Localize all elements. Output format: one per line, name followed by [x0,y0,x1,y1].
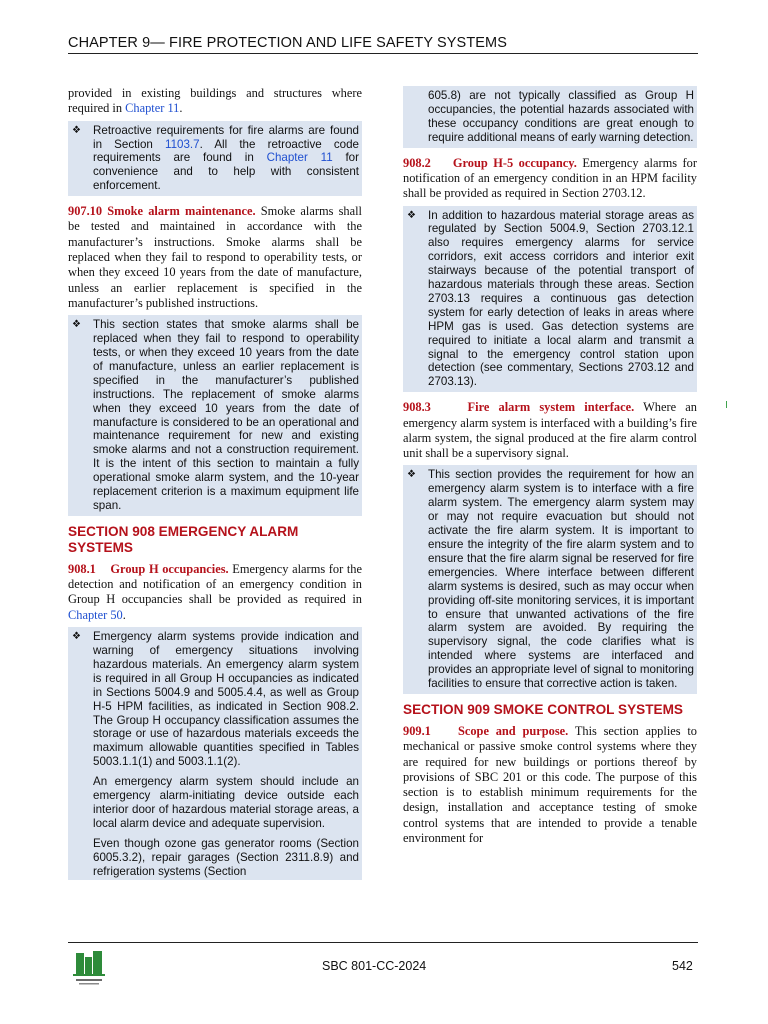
commentary-text: An emergency alarm system should include an emergency alarm-initiating device outside each interior door of hazardous material storage areas, a local alarm device and adequate supervision. [93,775,359,830]
commentary-text: This section states that smoke alarms shall be replaced when they fail to respond to operability tests, or when they exceed 10 years from the date of manufacture, unless an earlier replacement is specified in the manufacturer’s published instructions. The replacement of smoke alarms when they exceed 10 years from the date of manufacture is considered to be an operational and maintenance requirement for new and existing smoke alarms and not a construction requirement. It is the intent of this section to maintain a fully operational smoke alarm system, and the 10-year replacement criterion is a maximum equipment life span. [93,318,359,512]
commentary-text: In addition to hazardous material storage areas as regulated by Section 5004.9, Section 2703.12.1 also requires emergency alarms for service corridors, exit access corridors and interior exit stairways because of the potential transport of hazardous materials through these areas. Section 2703.13 requires a continuous gas detection system for early detection of leaks in areas where HPM gas is used. Gas detection systems are required to initiate a local alarm and transmit a signal to the emergency control station upon detection (see commentary, Sections 2703.12 and 2703.13). [428,208,694,389]
section-heading: 908.3 Fire alarm system interface. [403,400,635,415]
commentary-box-continued [403,86,697,148]
section-908-2 [403,156,697,202]
bullet-icon: ❖ [72,631,81,643]
sbc-logo-icon [70,947,108,989]
commentary-text: This section provides the requirement for how an emergency alarm system is to interface with a fire alarm system. The emergency alarm system may or may not require evacuation but should not activate the fire alarm system. It is important to ensure the integrity of the fire alarm system and to ensure that the fire alarm signal be reserved for fire emergencies. Where interface between different alarm systems is desired, such as may occur when providing off-site monitoring services, it is important to ensure that unwanted activations of the fire alarm system are avoided. By requiring the supervisory signal, the code clarifies what is intended where systems are interfaced and provides an appropriate level of signal to monitoring facilities to ensure that corrective action is taken. [428,468,694,691]
bullet-icon: ❖ [72,124,81,136]
commentary-text-part: Retroactive requirements for fire alarms are found in Section [93,123,359,151]
commentary-text-part: for convenience and to help with consistent enforcement. [93,151,359,193]
commentary-box [68,627,362,880]
chapter-11-link[interactable]: Chapter 11 [266,151,333,165]
chapter-11-link[interactable]: Chapter 11 [125,101,180,116]
section-heading: 907.10 Smoke alarm maintenance. [68,204,256,219]
commentary-text: Even though ozone gas generator rooms (Section 6005.3.2), repair garages (Section 2311.8.9) and refrigeration systems (Section [93,836,359,878]
section-text: Where an emergency alarm system is interfaced with a building’s fire alarm system, the signal produced at the fire alarm control unit shall be a supervisory signal. [403,400,697,461]
commentary-box [403,465,697,694]
bullet-icon: ❖ [407,209,416,221]
header-divider [68,53,698,54]
left-column [68,86,362,888]
margin-change-mark [726,401,727,408]
commentary-box [68,315,362,516]
section-909-heading: SECTION 909 SMOKE CONTROL SYSTEMS [403,701,683,717]
commentary-text [93,124,359,194]
paragraph-continuation [68,86,362,117]
chapter-title: CHAPTER 9— FIRE PROTECTION AND LIFE SAFETY SYSTEMS [68,35,508,51]
section-1103-7-link[interactable]: 1103.7 [164,137,200,151]
section-heading: 908.1 Group H occupancies. [68,561,229,576]
section-908-3 [403,400,697,461]
commentary-text: 605.8) are not typically classified as Group H occupancies, the potential hazards associated with these occupancy conditions are great enough to require additional means of early warning detection. [428,89,694,144]
paragraph-text: provided in existing buildings and structures where required in [68,86,362,116]
code-reference: SBC 801-CC-2024 [322,959,427,973]
section-909-1 [403,724,697,846]
section-text: Emergency alarms for the detection and notification of an emergency condition in Group H occupancies shall be provided as required in [68,561,363,607]
bullet-icon: ❖ [407,469,416,481]
section-heading: 908.2 Group H-5 occupancy. [403,155,577,170]
commentary-box [403,206,697,393]
page-number: 542 [672,959,693,973]
section-907-10 [68,204,362,311]
section-text: Smoke alarms shall be tested and maintained in accordance with the manufacturer’s instructions. Smoke alarms shall be replaced when they fail to respond to operability tests, or when they exceed 10 years from the date of manufacture, unless an earlier replacement is specified in the manufacturer’s published instructions. [68,204,362,310]
right-column [403,86,697,850]
footer-divider [68,942,698,943]
commentary-text-part: . All the retroactive code requirements are found in [93,137,360,165]
commentary-text: Emergency alarm systems provide indication and warning of emergency situations involving hazardous materials. An emergency alarm system is required in all Group H occupancies as indicated in Sections 5004.9 and 5005.4.4, as well as Group H-5 HPM facilities, as indicated in Section 908.2. The Group H occupancy classification assumes the storage or use of hazardous materials exceeds the maximum allowable quantities specified in Tables 5003.1.1(1) and 5003.1.1(2). [93,630,359,769]
paragraph-tail: . [179,101,183,116]
section-908-1 [68,562,362,623]
section-text: Emergency alarms for notification of an emergency condition in an HPM facility shall be provided as required in Section 2703.12. [403,155,697,201]
section-text: This section applies to mechanical or passive smoke control systems where they are required for new buildings or portions thereof by provisions of SBC 201 or this code. The purpose of this section is to establish minimum requirements for the design, installation and acceptance testing of smoke control systems that are intended to provide a tenable environment for [403,723,697,846]
chapter-50-link[interactable]: Chapter 50 [68,607,123,622]
section-908-heading: SECTION 908 EMERGENCY ALARM SYSTEMS [68,523,299,555]
bullet-icon: ❖ [72,319,81,331]
section-tail: . [122,607,126,622]
commentary-box [68,121,362,197]
section-heading: 909.1 Scope and purpose. [403,723,569,738]
